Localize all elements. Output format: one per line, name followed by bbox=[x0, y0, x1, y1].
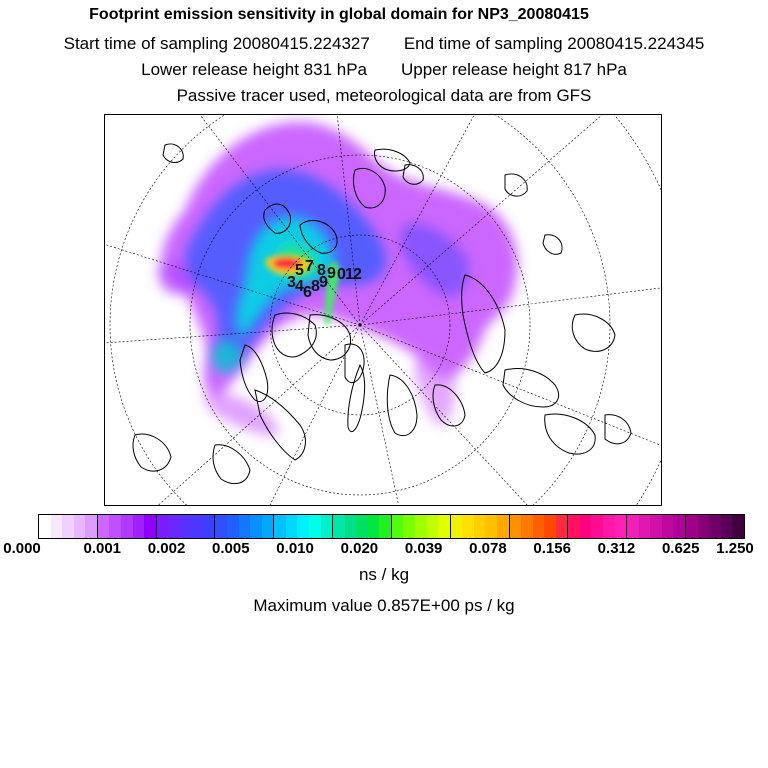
colorbar-swatch bbox=[85, 515, 98, 538]
colorbar-swatch bbox=[686, 515, 698, 538]
colorbar-swatch bbox=[650, 515, 662, 538]
receptor-label: 8 bbox=[317, 262, 326, 279]
colorbar-swatch bbox=[485, 515, 497, 538]
colorbar-swatch bbox=[191, 515, 203, 538]
colorbar-tick-label: 1.250 bbox=[716, 540, 754, 557]
colorbar-swatch bbox=[333, 515, 345, 538]
colorbar bbox=[38, 514, 745, 539]
colorbar-swatch bbox=[262, 515, 275, 538]
release-heights bbox=[0, 60, 768, 80]
colorbar-ticks bbox=[0, 540, 768, 560]
colorbar-swatch bbox=[732, 515, 744, 538]
colorbar-swatch bbox=[510, 515, 522, 538]
colorbar-swatch bbox=[474, 515, 486, 538]
colorbar-swatch bbox=[427, 515, 439, 538]
map-canvas bbox=[105, 115, 661, 505]
receptor-label: 7 bbox=[305, 258, 314, 275]
colorbar-swatch bbox=[497, 515, 510, 538]
colorbar-swatch bbox=[556, 515, 569, 538]
colorbar-swatch bbox=[168, 515, 180, 538]
receptor-label: 0 bbox=[337, 266, 346, 283]
colorbar-swatch bbox=[521, 515, 533, 538]
colorbar-swatch bbox=[51, 515, 63, 538]
colorbar-tick-label: 0.078 bbox=[469, 540, 507, 557]
colorbar-tick-label: 0.312 bbox=[597, 540, 636, 557]
plot-title: Footprint emission sensitivity in global domain for NP3_20080415 bbox=[89, 6, 589, 23]
maximum-value: Maximum value 0.857E+00 ps / kg bbox=[253, 596, 515, 615]
receptor-label: 5 bbox=[295, 262, 304, 279]
colorbar-tick-label: 0.002 bbox=[147, 540, 186, 557]
tracer-note: Passive tracer used, meteorological data are from GFS bbox=[176, 86, 592, 105]
receptor-label: 9 bbox=[327, 265, 336, 282]
colorbar-swatch bbox=[379, 515, 392, 538]
colorbar-tick-label: 0.156 bbox=[533, 540, 571, 557]
colorbar-swatch bbox=[157, 515, 169, 538]
lower-release-height: Lower release height 831 hPa bbox=[141, 60, 367, 79]
receptor-label: 9 bbox=[319, 274, 328, 291]
colorbar-swatch bbox=[709, 515, 721, 538]
colorbar-swatch bbox=[297, 515, 309, 538]
colorbar-swatch bbox=[603, 515, 615, 538]
colorbar-swatch bbox=[309, 515, 321, 538]
colorbar-swatch bbox=[109, 515, 121, 538]
colorbar-swatch bbox=[580, 515, 592, 538]
colorbar-swatch bbox=[533, 515, 545, 538]
colorbar-unit: ns / kg bbox=[358, 565, 410, 584]
colorbar-swatch bbox=[627, 515, 639, 538]
start-time: Start time of sampling 20080415.224327 bbox=[63, 34, 370, 53]
colorbar-swatch bbox=[673, 515, 686, 538]
upper-release-height: Upper release height 817 hPa bbox=[401, 60, 627, 79]
colorbar-swatch bbox=[227, 515, 239, 538]
receptor-label: 1 bbox=[345, 266, 354, 283]
colorbar-swatch bbox=[392, 515, 404, 538]
colorbar-swatch bbox=[403, 515, 415, 538]
colorbar-swatch bbox=[180, 515, 192, 538]
colorbar-tick-label: 0.005 bbox=[212, 540, 250, 557]
colorbar-tick-label: 0.625 bbox=[661, 540, 700, 557]
colorbar-swatch bbox=[286, 515, 298, 538]
footprint-map bbox=[104, 114, 662, 506]
colorbar-swatch bbox=[639, 515, 651, 538]
colorbar-tick-label: 0.020 bbox=[340, 540, 379, 557]
colorbar-swatch bbox=[345, 515, 357, 538]
colorbar-swatch bbox=[144, 515, 157, 538]
colorbar-swatch bbox=[544, 515, 556, 538]
end-time: End time of sampling 20080415.224345 bbox=[403, 34, 705, 53]
colorbar-swatch bbox=[121, 515, 133, 538]
colorbar-swatch bbox=[215, 515, 227, 538]
colorbar-swatch bbox=[321, 515, 334, 538]
colorbar-swatch bbox=[591, 515, 603, 538]
colorbar-swatch bbox=[368, 515, 380, 538]
colorbar-swatch bbox=[356, 515, 368, 538]
colorbar-swatch bbox=[451, 515, 463, 538]
receptor-label: 6 bbox=[303, 284, 312, 301]
colorbar-tick-label: 0.010 bbox=[276, 540, 314, 557]
colorbar-swatch bbox=[203, 515, 216, 538]
colorbar-swatch bbox=[239, 515, 251, 538]
colorbar-swatch bbox=[250, 515, 262, 538]
colorbar-swatch bbox=[721, 515, 733, 538]
receptor-label: 8 bbox=[311, 278, 320, 295]
sampling-times bbox=[0, 34, 768, 54]
colorbar-swatch bbox=[274, 515, 286, 538]
colorbar-swatch bbox=[662, 515, 674, 538]
colorbar-swatch bbox=[438, 515, 451, 538]
colorbar-swatch bbox=[74, 515, 86, 538]
colorbar-tick-label: 0.039 bbox=[404, 540, 443, 557]
receptor-label: 2 bbox=[353, 266, 362, 283]
colorbar-tick-label: 0.000 bbox=[3, 540, 41, 557]
colorbar-swatch bbox=[98, 515, 110, 538]
colorbar-swatch bbox=[133, 515, 145, 538]
colorbar-tick-label: 0.001 bbox=[83, 540, 122, 557]
colorbar-swatch bbox=[62, 515, 74, 538]
colorbar-swatch bbox=[462, 515, 474, 538]
receptor-label: 3 bbox=[287, 274, 296, 291]
colorbar-swatch bbox=[615, 515, 628, 538]
colorbar-swatch bbox=[39, 515, 51, 538]
colorbar-swatch bbox=[568, 515, 580, 538]
colorbar-swatch bbox=[415, 515, 427, 538]
colorbar-swatch bbox=[698, 515, 710, 538]
receptor-label: 4 bbox=[295, 278, 304, 295]
